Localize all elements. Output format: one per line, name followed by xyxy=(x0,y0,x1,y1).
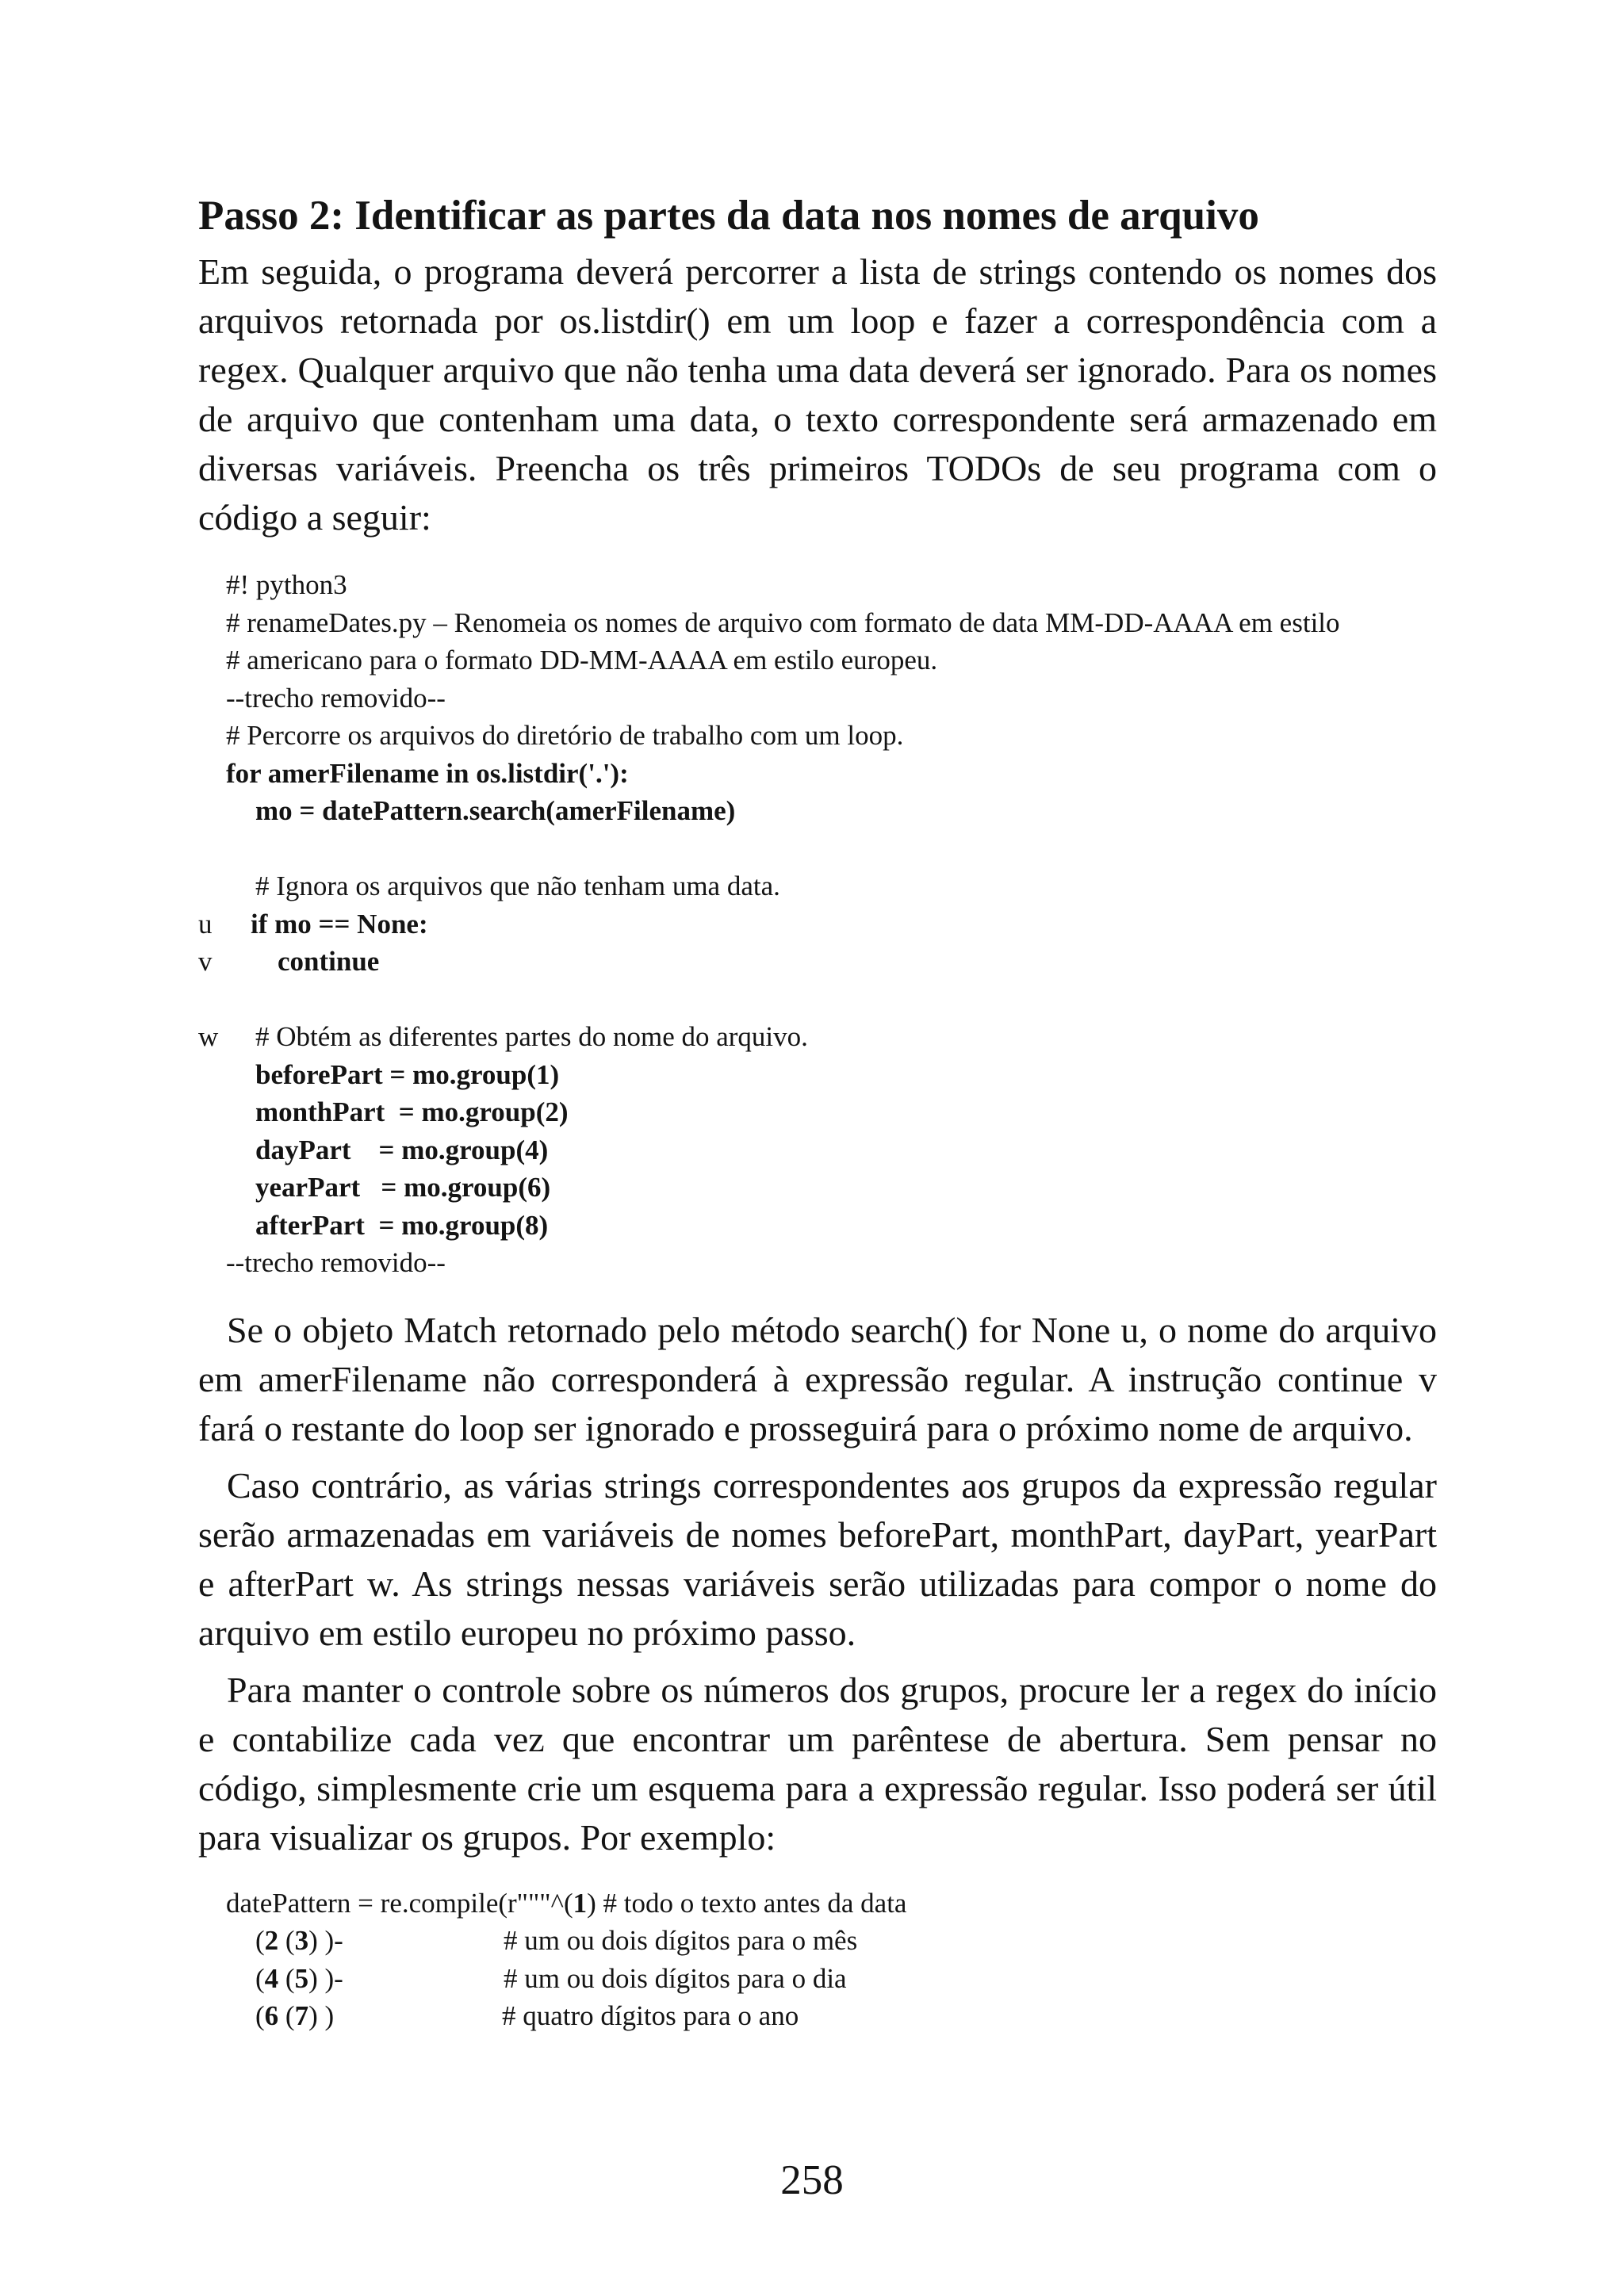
page-number: 258 xyxy=(780,2157,844,2203)
callout-marker-u: u xyxy=(198,908,213,939)
code-line: # Ignora os arquivos que não tenham uma data. xyxy=(255,871,780,901)
regex-comment: # um ou dois dígitos para o dia xyxy=(504,1962,847,1994)
code-line: beforePart = mo.group(1) xyxy=(255,1058,560,1090)
body-paragraph: Para manter o controle sobre os números dos grupos, procure ler a regex do início e contabilize cada vez que encontrar um parêntese de abertura. Sem pensar no código, simplesmente crie um esquema para a expressão regular. Isso poderá ser útil para visualizar os grupos. Por exemplo: xyxy=(198,1669,1437,1858)
regex-comment: # um ou dois dígitos para o mês xyxy=(504,1925,858,1956)
code-line: w # Obtém as diferentes partes do nome do arquivo. xyxy=(198,1018,1437,1056)
intro-paragraph: Em seguida, o programa deverá percorrer a lista de strings contendo os nomes dos arquivos retornada por os.listdir() em um loop e fazer a correspondência com a regex. Qualquer arquivo que não tenha uma data deverá ser ignorado. Para os nomes de arquivo que contenham uma data, o texto correspondente será armazenado em diversas variáveis. Preencha os três primeiros TODOs de seu programa com o código a seguir: xyxy=(198,251,1437,538)
code-line-blank xyxy=(198,981,1437,1019)
section-heading: Passo 2: Identificar as partes da data nos nomes de arquivo xyxy=(198,193,1259,239)
code-line: monthPart = mo.group(2) xyxy=(255,1096,569,1127)
callout-marker-v: v xyxy=(198,946,213,977)
code-line: dayPart = mo.group(4) xyxy=(255,1134,549,1165)
body-paragraph: Caso contrário, as várias strings correspondentes aos grupos da expressão regular serão armazenadas em variáveis de nomes beforePart, monthPart, dayPart, yearPart e afterPart w. As strings nessas variáveis serão utilizadas para compor o nome do arquivo em estilo europeu no próximo passo. xyxy=(198,1464,1437,1653)
regex-line: (6 (7) ) # quatro dígitos para o ano xyxy=(198,1997,1437,2035)
regex-example-block xyxy=(198,1885,1437,2035)
page-content xyxy=(198,190,1437,2035)
body-paragraph: Se o objeto Match retornado pelo método search() for None u, o nome do arquivo em amerFilename não corresponderá à expressão regular. A instrução continue v fará o restante do loop ser ignorado e prosseguirá para o próximo nome de arquivo. xyxy=(198,1309,1437,1448)
code-block xyxy=(198,566,1437,1282)
code-line-blank xyxy=(198,830,1437,868)
regex-line: (2 (3) )- # um ou dois dígitos para o mês xyxy=(198,1922,1437,1960)
code-line: mo = datePattern.search(amerFilename) xyxy=(255,795,736,826)
code-line: # renameDates.py – Renomeia os nomes de arquivo com formato de data MM-DD-AAAA em estilo xyxy=(226,607,1340,638)
callout-marker-w: w xyxy=(198,1021,219,1052)
code-line: u if mo == None: xyxy=(198,905,1437,943)
code-line: # americano para o formato DD-MM-AAAA em estilo europeu. xyxy=(226,645,938,675)
code-line: --trecho removido-- xyxy=(226,682,446,714)
code-line: # Percorre os arquivos do diretório de trabalho com um loop. xyxy=(226,720,904,751)
code-line: --trecho removido-- xyxy=(226,1247,446,1278)
code-line: yearPart = mo.group(6) xyxy=(255,1172,551,1203)
code-line: v continue xyxy=(198,943,1437,981)
regex-line: datePattern = re.compile(r"""^(1) # todo o texto antes da data xyxy=(226,1887,907,1919)
regex-line: (4 (5) )- # um ou dois dígitos para o dia xyxy=(198,1960,1437,1998)
code-line: #! python3 xyxy=(226,569,347,600)
regex-comment: # quatro dígitos para o ano xyxy=(502,2000,799,2031)
code-line: afterPart = mo.group(8) xyxy=(255,1209,549,1241)
code-line: for amerFilename in os.listdir('.'): xyxy=(226,757,629,789)
